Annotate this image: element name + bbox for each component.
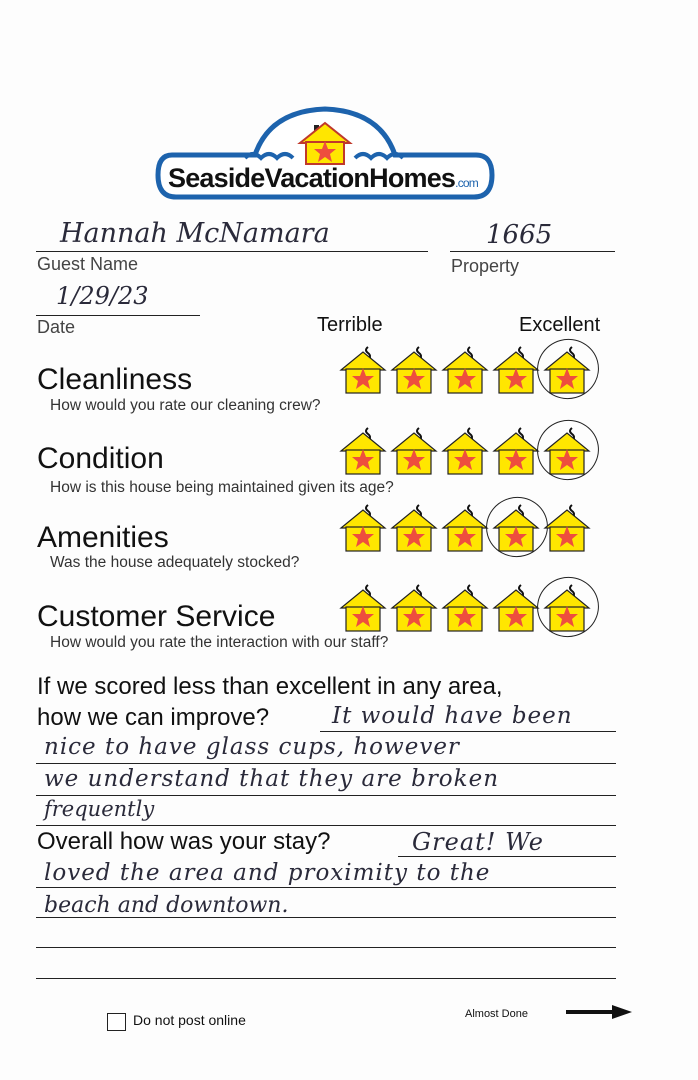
house-star-icon[interactable]	[441, 343, 489, 395]
answer-rule	[320, 731, 616, 732]
rating-question: How would you rate our cleaning crew?	[50, 397, 321, 414]
rating-category: Cleanliness	[37, 363, 193, 396]
answer-rule	[36, 947, 616, 948]
guest-name-value: Hannah McNamara	[60, 218, 330, 249]
house-star-icon[interactable]	[390, 343, 438, 395]
house-star-icon[interactable]	[339, 343, 387, 395]
answer-rule	[36, 887, 616, 888]
answer-rule	[36, 825, 616, 826]
property-value: 1665	[486, 220, 553, 250]
brand-domain: .com	[455, 176, 478, 190]
answer-rule	[36, 978, 616, 979]
guest-name-line	[36, 251, 428, 252]
rating-stars	[339, 343, 591, 395]
do-not-post-checkbox[interactable]	[107, 1013, 126, 1031]
improve-question-line1: If we scored less than excellent in any area,	[37, 673, 503, 700]
house-star-icon[interactable]	[492, 501, 540, 553]
rating-stars	[339, 581, 591, 633]
date-line	[36, 315, 200, 316]
selected-rating-circle	[530, 332, 605, 406]
house-star-icon[interactable]	[543, 581, 591, 633]
guest-name-label: Guest Name	[37, 254, 139, 274]
date-label: Date	[37, 317, 76, 337]
house-star-icon[interactable]	[543, 501, 591, 553]
answer-rule	[36, 763, 616, 764]
improve-answer-line: we understand that they are broken	[44, 766, 500, 792]
house-star-icon[interactable]	[543, 424, 591, 476]
scale-high-label: Excellent	[519, 314, 601, 336]
almost-done-label: Almost Done	[465, 1008, 528, 1020]
stay-question: Overall how was your stay?	[37, 828, 331, 855]
rating-stars	[339, 501, 591, 553]
rating-question: How would you rate the interaction with our staff?	[50, 634, 389, 651]
brand-wordmark	[168, 163, 478, 194]
house-star-icon[interactable]	[339, 581, 387, 633]
house-star-icon[interactable]	[492, 581, 540, 633]
brand-name-part1: Seaside	[168, 163, 265, 193]
improve-answer-line: frequently	[44, 797, 155, 821]
stay-answer-line: beach and downtown.	[44, 893, 289, 918]
rating-question: Was the house adequately stocked?	[50, 554, 300, 571]
answer-rule	[36, 795, 616, 796]
answer-rule	[36, 917, 616, 918]
house-star-icon[interactable]	[492, 343, 540, 395]
house-star-icon[interactable]	[441, 581, 489, 633]
rating-question: How is this house being maintained given its age?	[50, 479, 394, 496]
house-star-icon[interactable]	[390, 424, 438, 476]
answer-rule	[398, 856, 616, 857]
house-star-icon[interactable]	[390, 581, 438, 633]
scale-low-label: Terrible	[317, 314, 383, 336]
improve-answer-line: It would have been	[332, 703, 573, 729]
arrow-right-icon[interactable]	[566, 1002, 634, 1022]
house-star-icon[interactable]	[492, 424, 540, 476]
house-star-icon[interactable]	[441, 424, 489, 476]
property-line	[450, 251, 615, 252]
house-star-icon[interactable]	[441, 501, 489, 553]
house-star-icon[interactable]	[390, 501, 438, 553]
property-label: Property	[451, 256, 520, 276]
rating-category: Condition	[37, 442, 164, 475]
house-star-icon[interactable]	[543, 343, 591, 395]
selected-rating-circle	[530, 413, 605, 487]
rating-category: Amenities	[37, 521, 169, 554]
house-star-icon[interactable]	[339, 424, 387, 476]
rating-stars	[339, 424, 591, 476]
house-star-icon[interactable]	[339, 501, 387, 553]
do-not-post-label: Do not post online	[133, 1012, 246, 1028]
date-value: 1/29/23	[56, 282, 149, 310]
stay-answer-line: loved the area and proximity to the	[44, 860, 491, 886]
improve-question-line2: how we can improve?	[37, 704, 270, 731]
brand-name-part2: VacationHomes	[264, 163, 456, 193]
improve-answer-line: nice to have glass cups, however	[44, 734, 460, 760]
stay-answer-line: Great! We	[412, 828, 544, 856]
selected-rating-circle	[530, 570, 605, 644]
rating-category: Customer Service	[37, 600, 276, 633]
